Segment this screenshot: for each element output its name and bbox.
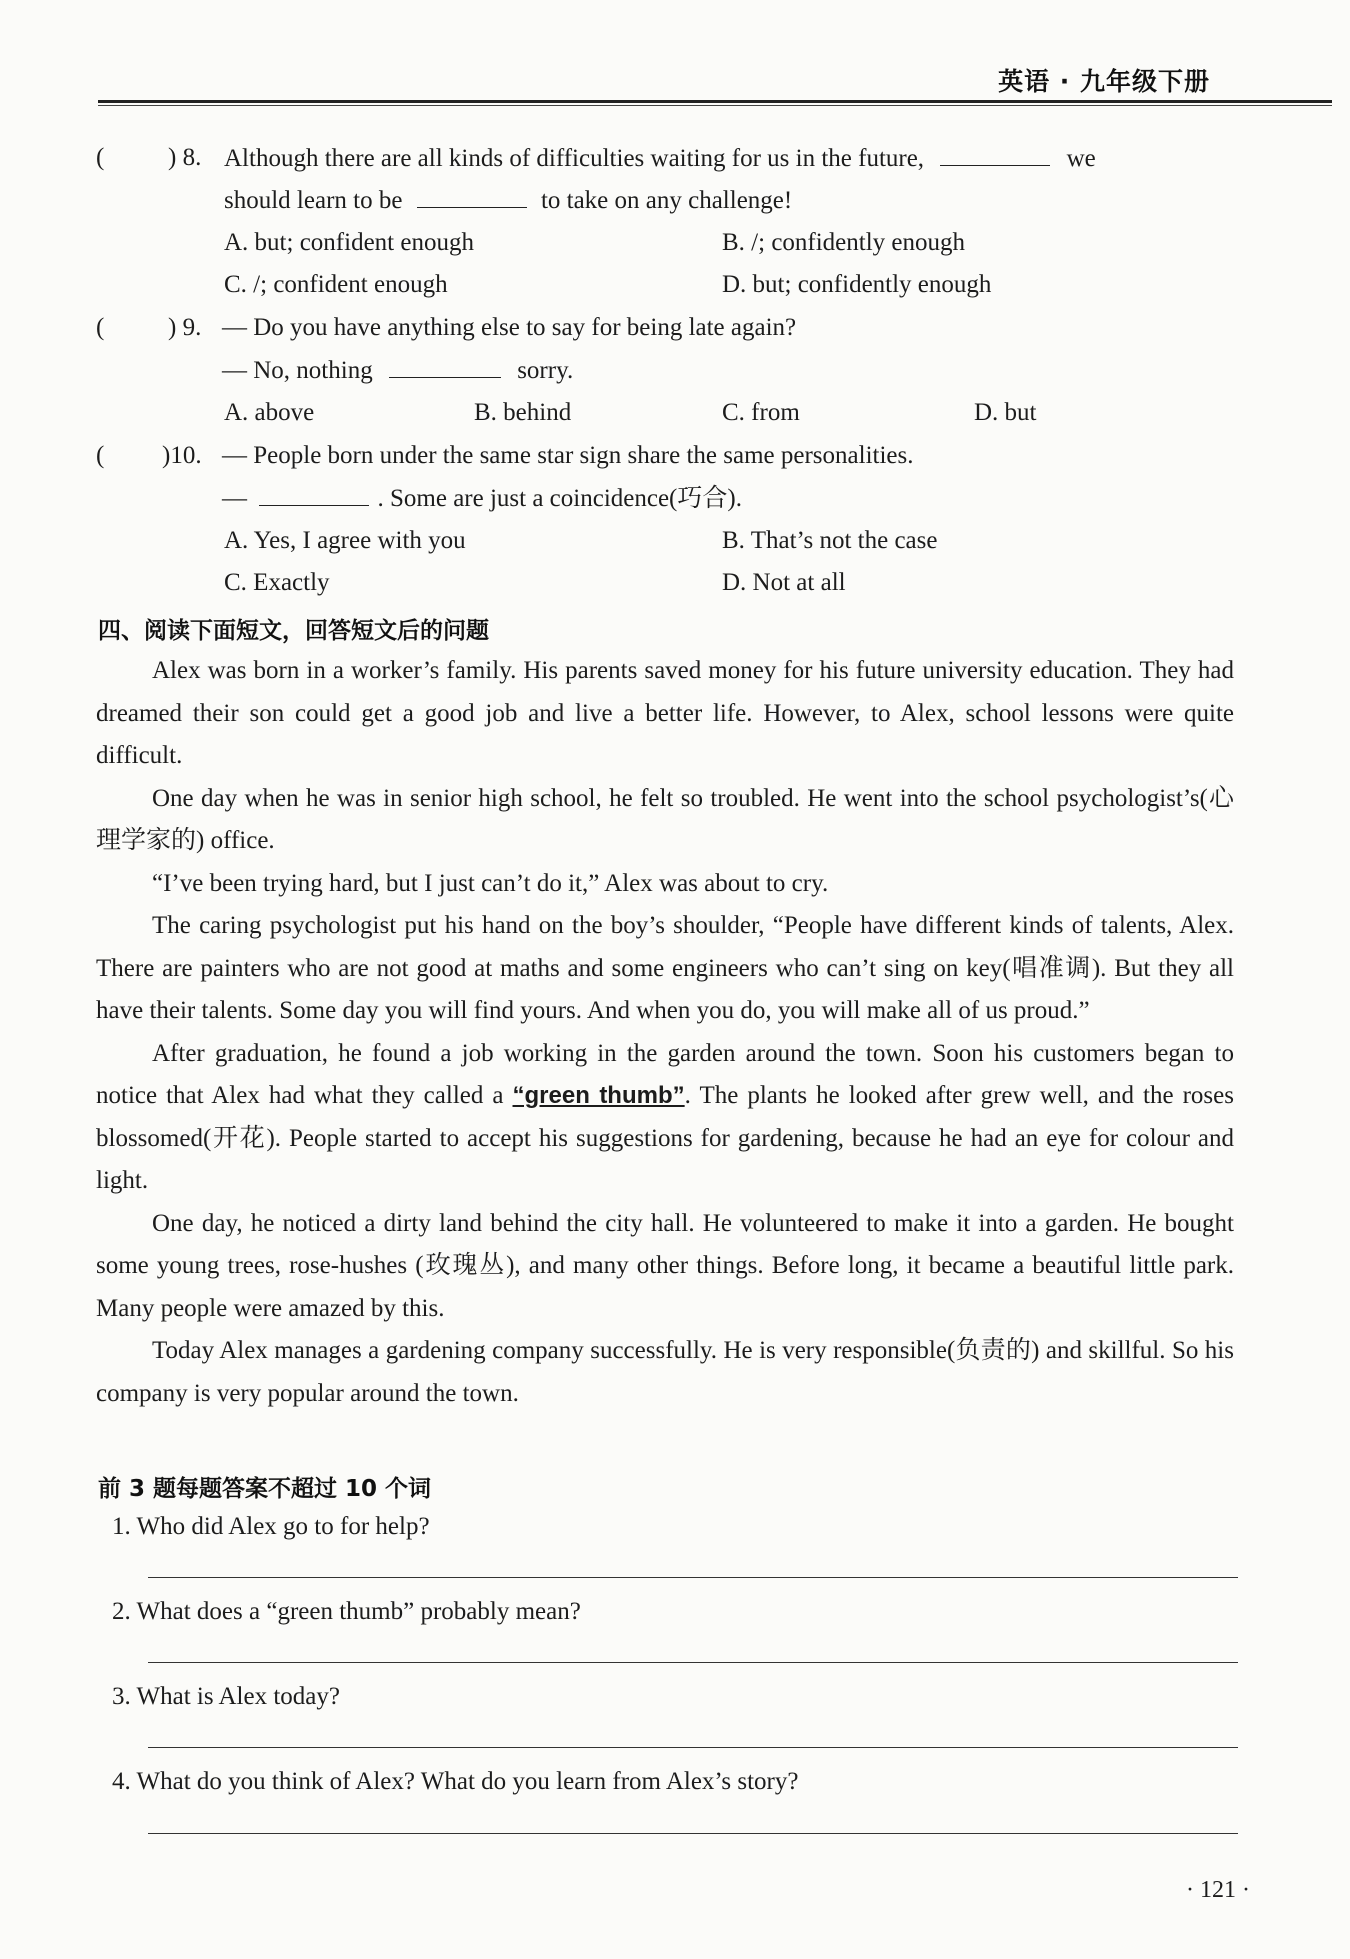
number-label: 9. (182, 314, 202, 341)
stem-text: Although there are all kinds of difficulties waiting for us in the future, (224, 145, 925, 172)
open-question-2: 2. What does a “green thumb” probably mean? (112, 1598, 581, 1625)
paragraph-text: . The plants he looked after grew well, and the roses blossomed(开花). People started to accept his suggestions for gardening, because he had an eye for colour and light. (96, 1082, 1234, 1194)
answer-blank[interactable] (417, 185, 527, 208)
answer-paren-close: ) (168, 144, 177, 171)
passage-paragraph-4: The caring psychologist put his hand on the boy’s shoulder, “People have different kinds of talents, Alex. There are painters who are not good at maths and some engineers who can’t sing on key(唱准调). But they all have their talents. Some day you will find yours. And when you do, you will make all of us proud.” (96, 912, 1234, 1024)
option-d[interactable]: D. Not at all (722, 569, 846, 596)
header-rule-thin (98, 105, 1332, 106)
answer-line-1[interactable] (148, 1577, 1238, 1578)
stem-text: to take on any challenge! (540, 187, 793, 214)
stem-text: we (1066, 145, 1096, 172)
answer-blank[interactable] (389, 355, 501, 378)
question-number (168, 313, 201, 343)
question-9-line-1: — Do you have anything else to say for being late again? (222, 314, 797, 341)
green-thumb-term: “green thumb” (512, 1082, 685, 1109)
open-question-1: 1. Who did Alex go to for help? (112, 1513, 430, 1540)
option-b[interactable]: B. behind (474, 399, 572, 426)
page-number: · 121 · (1186, 1877, 1250, 1903)
passage-paragraph-6: One day, he noticed a dirty land behind the city hall. He volunteered to make it into a garden. He bought some young trees, rose-hushes (玫瑰丛), and many other things. Before long, it became a beautiful little park. Many people were amazed by this. (96, 1209, 1234, 1322)
option-d[interactable]: D. but; confidently enough (722, 271, 992, 298)
option-a[interactable]: A. but; confident enough (224, 229, 474, 256)
question-8-line-1 (224, 143, 1096, 174)
question-number (168, 143, 201, 173)
passage-paragraph-5 (96, 1033, 1234, 1203)
option-a[interactable]: A. above (224, 399, 315, 426)
answer-paren-open: ( (96, 314, 105, 341)
section-heading: 四、阅读下面短文，回答短文后的问题 (98, 618, 489, 644)
answer-line-4[interactable] (148, 1833, 1238, 1834)
passage-paragraph-3: “I’ve been trying hard, but I just can’t do it,” Alex was about to cry. (152, 869, 829, 897)
option-c[interactable]: C. from (722, 399, 800, 426)
answer-blank[interactable] (259, 483, 369, 506)
option-c[interactable]: C. Exactly (224, 569, 330, 596)
task-instruction: 前 3 题每题答案不超过 10 个词 (98, 1476, 432, 1502)
answer-line-3[interactable] (148, 1747, 1238, 1748)
option-d[interactable]: D. but (974, 399, 1037, 426)
stem-text: should learn to be (224, 187, 403, 214)
stem-text: — No, nothing (222, 357, 373, 384)
stem-text: . Some are just a coincidence(巧合). (377, 485, 742, 512)
reading-passage (96, 650, 1234, 1415)
stem-text: — (222, 485, 247, 512)
passage-paragraph-1: Alex was born in a worker’s family. His parents saved money for his future university education. They had dreamed their son could get a good job and live a better life. However, to Alex, school lessons were quite difficult. (96, 657, 1234, 769)
open-question-4: 4. What do you think of Alex? What do you learn from Alex’s story? (112, 1768, 799, 1795)
answer-blank[interactable] (940, 143, 1050, 166)
question-8-line-2 (224, 185, 792, 216)
question-10-line-2 (222, 483, 742, 514)
answer-paren-open: ( (96, 442, 105, 469)
paragraph-text: After graduation, he found a job working in the garden around the town. Soon his customers began to notice that Alex had what they called a (96, 1039, 1234, 1109)
answer-paren-close: ) (168, 314, 177, 341)
open-question-3: 3. What is Alex today? (112, 1683, 340, 1710)
option-c[interactable]: C. /; confident enough (224, 271, 448, 298)
question-9-line-2 (222, 355, 573, 386)
question-10-line-1: — People born under the same star sign share the same personalities. (222, 442, 914, 469)
passage-paragraph-2: One day when he was in senior high school, he felt so troubled. He went into the school psychologist’s(心理学家的) office. (96, 784, 1234, 854)
passage-paragraph-7: Today Alex manages a gardening company successfully. He is very responsible(负责的) and skillful. So his company is very popular around the town. (96, 1337, 1234, 1407)
header-rule (98, 100, 1332, 103)
answer-paren-close: )10. (162, 442, 202, 469)
answer-line-2[interactable] (148, 1662, 1238, 1663)
stem-text: sorry. (517, 357, 574, 384)
option-b[interactable]: B. /; confidently enough (722, 229, 966, 256)
number-label: 8. (182, 144, 202, 171)
option-a[interactable]: A. Yes, I agree with you (224, 527, 466, 554)
page-header-title: 英语 · 九年级下册 (998, 67, 1210, 96)
option-b[interactable]: B. That’s not the case (722, 527, 938, 554)
answer-paren-open: ( (96, 144, 105, 171)
